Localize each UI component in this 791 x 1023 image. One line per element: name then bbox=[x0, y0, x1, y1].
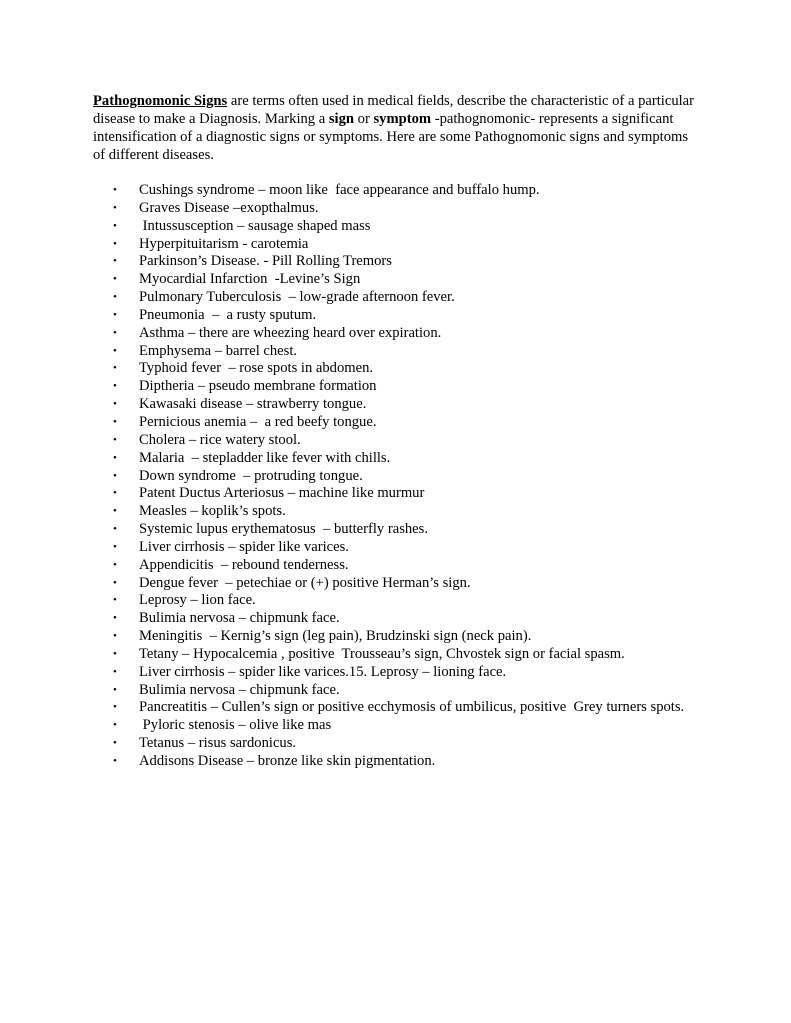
list-item-text: Graves Disease –exopthalmus. bbox=[139, 199, 319, 216]
document-page bbox=[93, 92, 703, 771]
list-item bbox=[93, 325, 703, 343]
list-item-text: Emphysema – barrel chest. bbox=[139, 342, 298, 359]
list-item bbox=[93, 468, 703, 486]
list-item bbox=[93, 450, 703, 468]
list-item bbox=[93, 414, 703, 432]
list-item-text: Tetany – Hypocalcemia , positive Trousseau’s sign, Chvostek sign or facial spasm. bbox=[139, 645, 625, 662]
list-item bbox=[93, 592, 703, 610]
bullet-icon: • bbox=[113, 184, 117, 196]
list-item-text: Intussusception – sausage shaped mass bbox=[139, 217, 371, 234]
list-item bbox=[93, 378, 703, 396]
list-item bbox=[93, 735, 703, 753]
list-item-text: Tetanus – risus sardonicus. bbox=[139, 735, 297, 752]
list-item bbox=[93, 575, 703, 593]
list-item bbox=[93, 343, 703, 361]
bullet-icon: • bbox=[113, 344, 117, 357]
list-item bbox=[93, 539, 703, 557]
list-item-text: Pancreatitis – Cullen’s sign or positive ecchymosis of umbilicus, positive Grey turners spots. bbox=[139, 699, 685, 716]
list-item bbox=[93, 396, 703, 414]
list-item bbox=[93, 699, 703, 717]
list-item-text: Bulimia nervosa – chipmunk face. bbox=[139, 681, 340, 698]
list-item-text: Measles – koplik’s spots. bbox=[139, 503, 286, 520]
list-item-text: Asthma – there are wheezing heard over expiration. bbox=[139, 324, 442, 341]
intro-symptom-word: symptom bbox=[373, 111, 432, 127]
list-item-text: Systemic lupus erythematosus – butterfly rashes. bbox=[139, 521, 428, 538]
list-item-text: Diptheria – pseudo membrane formation bbox=[139, 378, 377, 395]
list-item bbox=[93, 253, 703, 271]
list-item-text: Pulmonary Tuberculosis – low-grade afternoon fever. bbox=[139, 289, 455, 306]
bullet-icon: • bbox=[113, 701, 117, 714]
list-item bbox=[93, 646, 703, 664]
list-item bbox=[93, 182, 703, 200]
bullet-icon: • bbox=[113, 612, 117, 625]
list-item-text: Cholera – rice watery stool. bbox=[139, 431, 301, 448]
list-item bbox=[93, 289, 703, 307]
list-item bbox=[93, 753, 703, 771]
list-item-text: Bulimia nervosa – chipmunk face. bbox=[139, 610, 340, 627]
list-item bbox=[93, 664, 703, 682]
list-item-text: Leprosy – lion face. bbox=[139, 592, 256, 609]
list-item-text: Addisons Disease – bronze like skin pigmentation. bbox=[139, 753, 436, 769]
bullet-icon: • bbox=[113, 719, 117, 732]
bullet-icon: • bbox=[113, 755, 117, 767]
list-item bbox=[93, 610, 703, 628]
list-item bbox=[93, 557, 703, 575]
list-item-text: Myocardial Infarction -Levine’s Sign bbox=[139, 271, 361, 288]
bullet-icon: • bbox=[113, 505, 117, 518]
bullet-icon: • bbox=[113, 451, 117, 464]
list-item bbox=[93, 432, 703, 450]
list-item-text: Meningitis – Kernig’s sign (leg pain), Brudzinski sign (neck pain). bbox=[139, 628, 532, 645]
bullet-icon: • bbox=[113, 540, 117, 553]
bullet-icon: • bbox=[113, 469, 117, 482]
bullet-icon: • bbox=[113, 665, 117, 678]
intro-text-1: are terms often used in medical fields, describe the characteristic of a particular disease to make a Diagnosis. Marking a bbox=[93, 93, 695, 127]
list-item bbox=[93, 521, 703, 539]
list-item-text: Parkinson’s Disease. - Pill Rolling Tremors bbox=[139, 253, 392, 270]
bullet-icon: • bbox=[113, 255, 117, 268]
list-item bbox=[93, 236, 703, 254]
list-item bbox=[93, 307, 703, 325]
list-item bbox=[93, 200, 703, 218]
list-item bbox=[93, 218, 703, 236]
list-item-text: Typhoid fever – rose spots in abdomen. bbox=[139, 360, 374, 377]
list-item-text: Appendicitis – rebound tenderness. bbox=[139, 556, 349, 573]
list-item bbox=[93, 717, 703, 735]
list-item-text: Down syndrome – protruding tongue. bbox=[139, 467, 363, 484]
list-item bbox=[93, 682, 703, 700]
bullet-icon: • bbox=[113, 594, 117, 607]
list-item-text: Kawasaki disease – strawberry tongue. bbox=[139, 396, 367, 413]
bullet-icon: • bbox=[113, 558, 117, 571]
bullet-icon: • bbox=[113, 433, 117, 446]
list-item-text: Pernicious anemia – a red beefy tongue. bbox=[139, 413, 377, 430]
bullet-icon: • bbox=[113, 647, 117, 660]
intro-term: Pathognomonic Signs bbox=[93, 93, 228, 109]
list-item-text: Hyperpituitarism - carotemia bbox=[139, 235, 309, 252]
list-item-text: Pneumonia – a rusty sputum. bbox=[139, 306, 317, 323]
bullet-icon: • bbox=[113, 683, 117, 696]
list-item-text: Pyloric stenosis – olive like mas bbox=[139, 717, 332, 734]
list-item-text: Liver cirrhosis – spider like varices.15. Leprosy – lioning face. bbox=[139, 663, 507, 680]
bullet-icon: • bbox=[113, 523, 117, 536]
intro-sign-word: sign bbox=[328, 111, 355, 127]
intro-text-3: -pathognomonic- represents a significant intensification of a diagnostic signs or symptoms. Here are some Pathognomonic signs and symptoms of different diseases. bbox=[93, 111, 689, 163]
list-item-text: Cushings syndrome – moon like face appearance and buffalo hump. bbox=[139, 182, 540, 198]
bullet-icon: • bbox=[113, 380, 117, 393]
bullet-icon: • bbox=[113, 291, 117, 304]
bullet-icon: • bbox=[113, 362, 117, 375]
bullet-icon: • bbox=[113, 326, 117, 339]
list-item bbox=[93, 271, 703, 289]
signs-list bbox=[93, 182, 703, 771]
list-item bbox=[93, 360, 703, 378]
list-item bbox=[93, 628, 703, 646]
bullet-icon: • bbox=[113, 398, 117, 411]
bullet-icon: • bbox=[113, 237, 117, 250]
bullet-icon: • bbox=[113, 308, 117, 321]
list-item-text: Patent Ductus Arteriosus – machine like murmur bbox=[139, 485, 425, 502]
intro-paragraph bbox=[93, 92, 703, 164]
list-item bbox=[93, 485, 703, 503]
bullet-icon: • bbox=[113, 219, 117, 232]
list-item-text: Liver cirrhosis – spider like varices. bbox=[139, 538, 349, 555]
bullet-icon: • bbox=[113, 415, 117, 428]
bullet-icon: • bbox=[113, 630, 117, 643]
bullet-icon: • bbox=[113, 201, 117, 214]
list-item bbox=[93, 503, 703, 521]
intro-text-2: or bbox=[354, 111, 374, 127]
bullet-icon: • bbox=[113, 576, 117, 589]
bullet-icon: • bbox=[113, 273, 117, 286]
bullet-icon: • bbox=[113, 487, 117, 500]
list-item-text: Malaria – stepladder like fever with chills. bbox=[139, 449, 391, 466]
bullet-icon: • bbox=[113, 737, 117, 750]
list-item-text: Dengue fever – petechiae or (+) positive Herman’s sign. bbox=[139, 574, 471, 591]
